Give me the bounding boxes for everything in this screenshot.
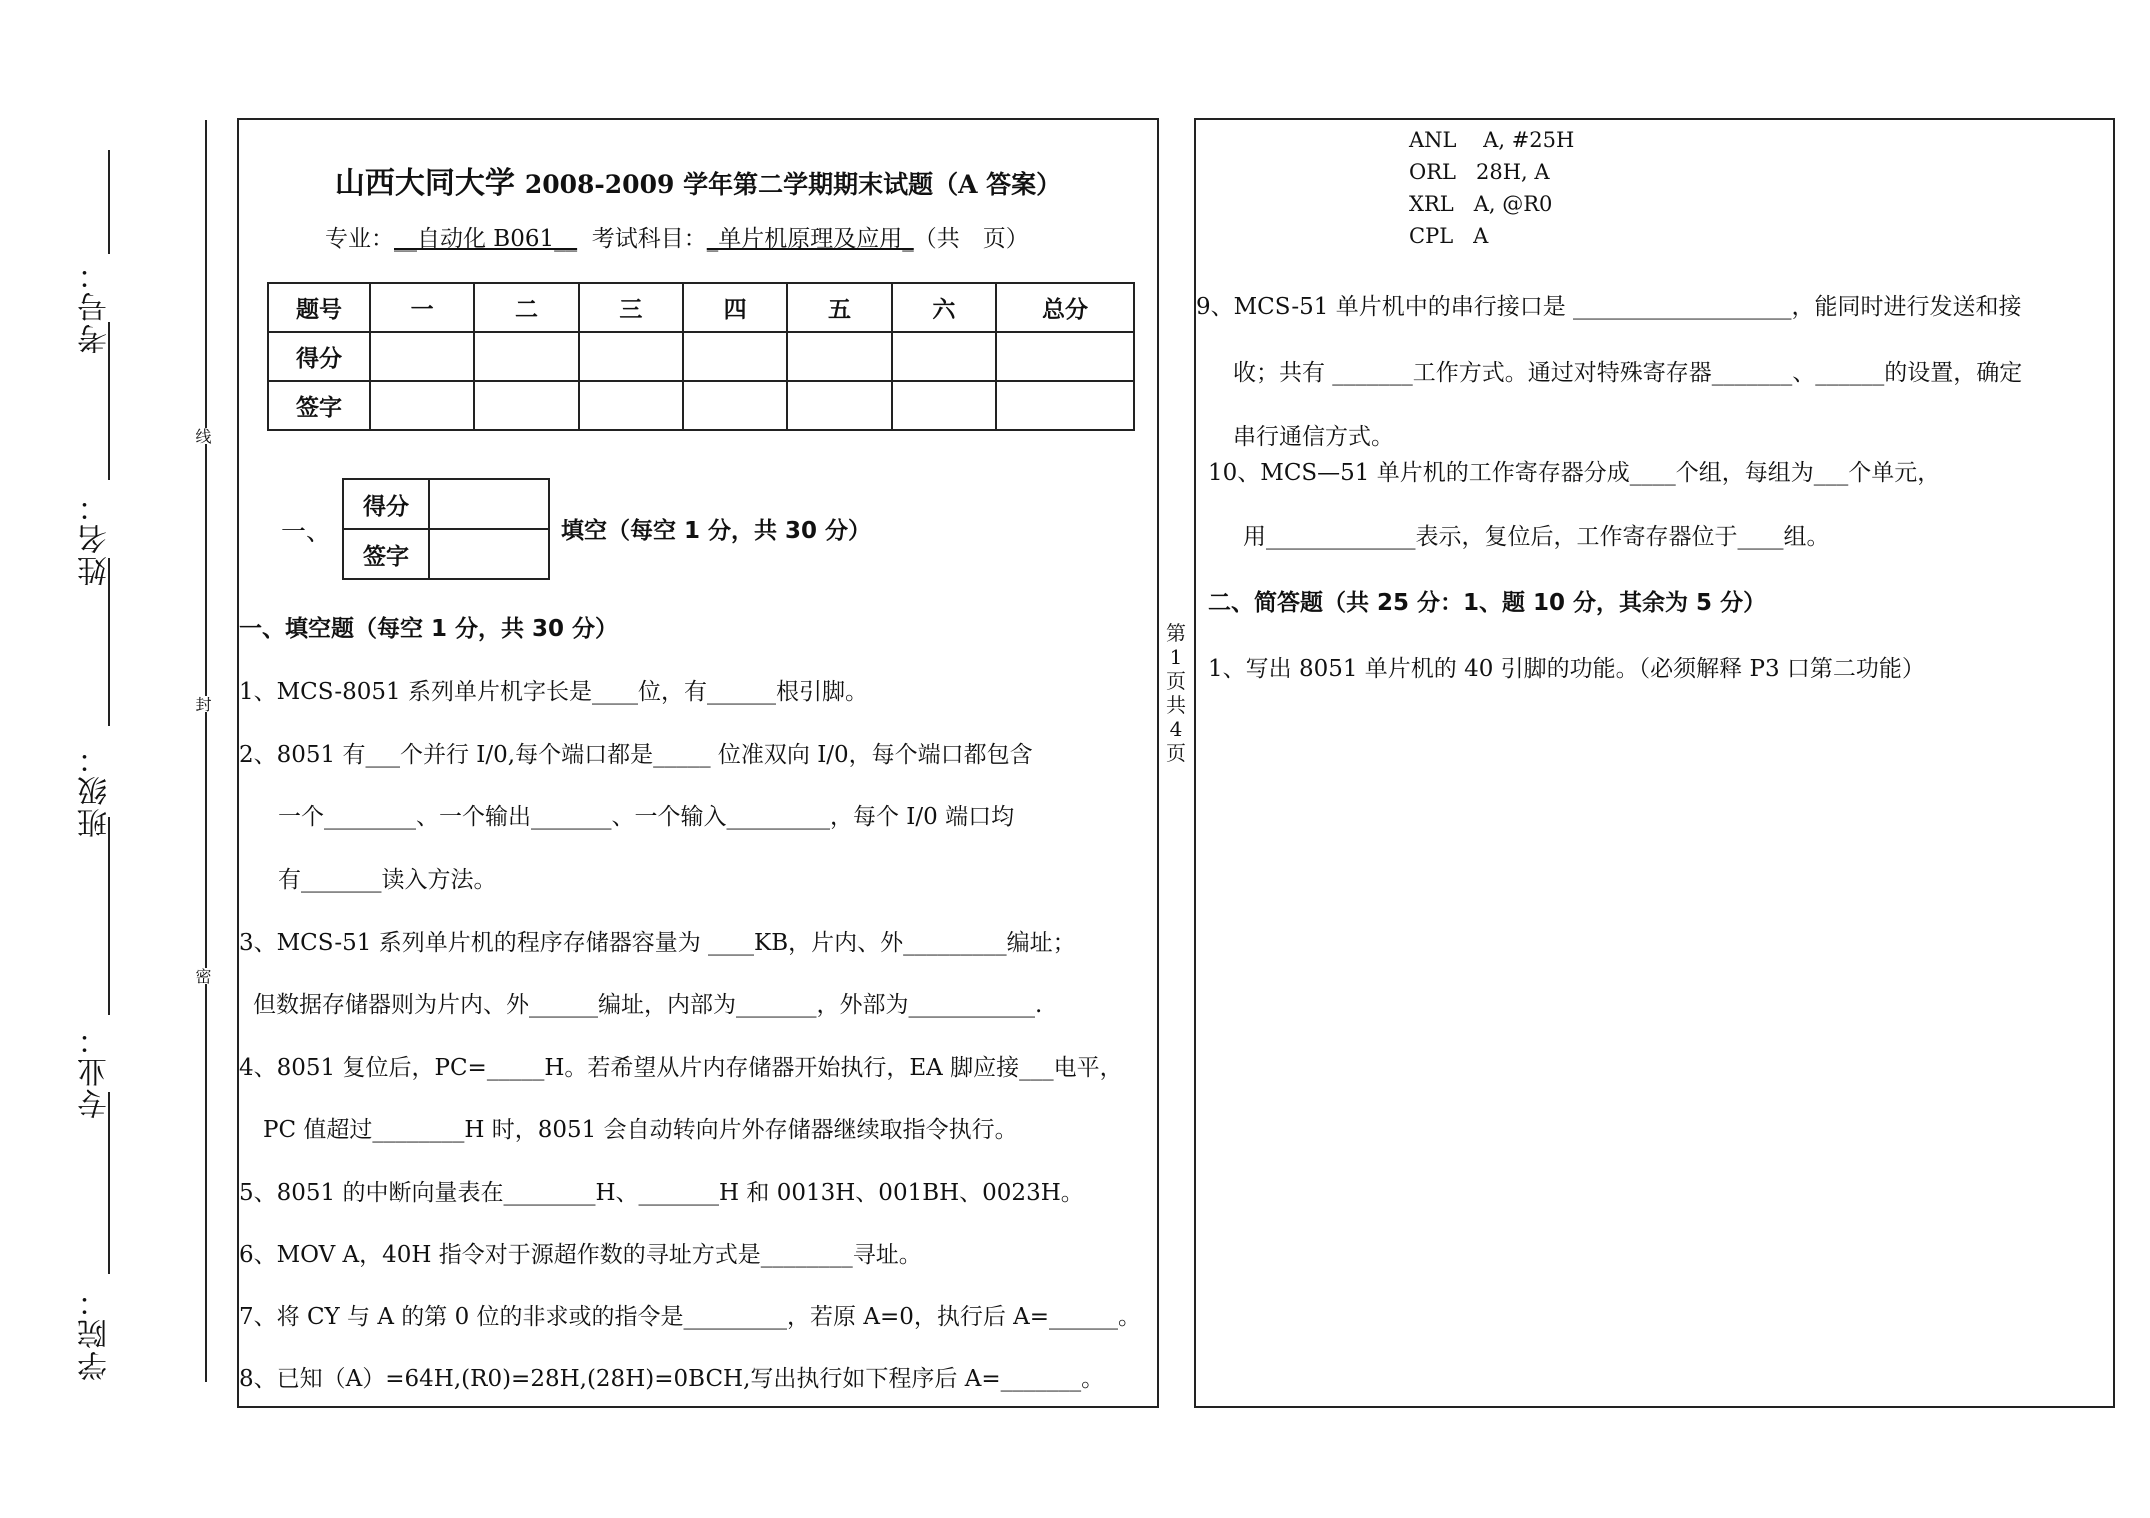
signature-cell[interactable] [787, 381, 891, 430]
section-1-number: 一、 [281, 517, 332, 546]
college-label: 学院： [78, 1285, 113, 1381]
signature-cell[interactable] [892, 381, 996, 430]
code-line: XRL A, @R0 [1409, 192, 1553, 216]
score-header-cell: 六 [892, 283, 996, 332]
college-line [108, 1092, 110, 1274]
code-line: ANL A, #25H [1409, 128, 1575, 152]
question-9: 9、MCS-51 单片机中的串行接口是 ___________________，能同时进行发送和接 [1196, 294, 2022, 320]
short-answer-question-1: 1、写出 8051 单片机的 40 引脚的功能。（必须解释 P3 口第二功能） [1208, 656, 1925, 682]
score-cell[interactable] [892, 332, 996, 381]
question-1: 1、MCS-8051 系列单片机字长是____位，有______根引脚。 [239, 679, 868, 705]
section-1-title: 填空（每空 1 分，共 30 分） [561, 518, 872, 544]
score-header-cell: 二 [474, 283, 578, 332]
exam-title [239, 158, 1157, 202]
signature-cell[interactable] [579, 381, 683, 430]
exam-page-left [237, 118, 1159, 1408]
class-line [108, 558, 110, 726]
question-4-line-2: PC 值超过________H 时，8051 会自动转向片外存储器继续取指令执行。 [263, 1117, 1018, 1143]
code-line: CPL A [1409, 224, 1489, 248]
score-header-cell: 一 [370, 283, 474, 332]
code-line: ORL 28H, A [1409, 160, 1550, 184]
exam-term: 2008-2009 学年第二学期期末试题（A 答案） [524, 170, 1062, 199]
question-4: 4、8051 复位后，PC=_____H。若希望从片内存储器开始执行，EA 脚应接___电平， [239, 1055, 1123, 1081]
section-signature-cell[interactable] [429, 529, 549, 579]
exam-info [325, 220, 1029, 253]
score-row-label: 得分 [268, 332, 370, 381]
section-score-cell[interactable] [429, 479, 549, 529]
score-header-cell: 五 [787, 283, 891, 332]
score-cell[interactable] [996, 332, 1134, 381]
subject-field-value: _单片机原理及应用_ [706, 226, 914, 252]
page-indicator-char: 第 [1166, 621, 1186, 645]
seal-mark-seal: 封 [193, 696, 212, 712]
score-cell[interactable] [474, 332, 578, 381]
score-table [267, 282, 1135, 431]
signature-cell[interactable] [474, 381, 578, 430]
question-10: 10、MCS—51 单片机的工作寄存器分成____个组，每组为___个单元， [1208, 460, 1941, 486]
name-label: 姓名： [78, 490, 113, 586]
question-2-line-2: 一个________、一个输出_______、一个输入_________，每个 I/0 端口均 [278, 804, 1015, 830]
signature-row-label: 签字 [268, 381, 370, 430]
score-header-cell: 三 [579, 283, 683, 332]
page-indicator-char: 共 [1166, 693, 1186, 717]
signature-row [268, 381, 1134, 430]
subject-field-label: 考试科目： [591, 226, 707, 252]
section-signature-label: 签字 [343, 529, 429, 579]
exam-number-line [108, 150, 110, 254]
score-cell[interactable] [370, 332, 474, 381]
question-9-line-3: 串行通信方式。 [1233, 424, 1394, 450]
major-label: 专业： [78, 1023, 113, 1119]
score-cell[interactable] [787, 332, 891, 381]
major-field-value: __自动化 B061__ [394, 226, 578, 252]
question-2: 2、8051 有___个并行 I/0,每个端口都是_____ 位准双向 I/0，每个端口都包含 [239, 742, 1033, 768]
page-indicator-char: 页 [1166, 669, 1186, 693]
section-1-score-box [342, 478, 550, 580]
seal-mark-line: 线 [193, 428, 212, 444]
signature-cell[interactable] [683, 381, 787, 430]
question-10-line-2: 用_____________表示，复位后，工作寄存器位于____组。 [1243, 524, 1830, 550]
page-indicator-char: 1 [1169, 645, 1183, 669]
score-table-header [268, 283, 1134, 332]
question-5: 5、8051 的中断向量表在________H、_______H 和 0013H、001BH、0023H。 [239, 1180, 1084, 1206]
signature-cell[interactable] [370, 381, 474, 430]
question-8: 8、已知（A）=64H,(R0)=28H,(28H)=0BCH,写出执行如下程序后 A=_______。 [239, 1366, 1105, 1392]
page-indicator-char: 页 [1166, 741, 1186, 765]
section-score-label: 得分 [343, 479, 429, 529]
score-cell[interactable] [579, 332, 683, 381]
section-2-heading: 二、简答题（共 25 分：1、题 10 分，其余为 5 分） [1208, 590, 1767, 616]
question-3-line-2: 但数据存储器则为片内、外______编址，内部为_______，外部为___________. [253, 992, 1043, 1018]
major-field-label: 专业： [325, 226, 394, 252]
binding-dash-line [205, 120, 207, 1382]
exam-page-right [1194, 118, 2115, 1408]
class-label: 班级： [78, 742, 113, 838]
major-line [108, 817, 110, 1015]
name-line [108, 322, 110, 480]
score-header-cell: 总分 [996, 283, 1134, 332]
score-row [268, 332, 1134, 381]
question-9-line-2: 收；共有 _______工作方式。通过对特殊寄存器_______、______的设置，确定 [1233, 360, 2023, 386]
page-indicator-char: 4 [1169, 717, 1183, 741]
question-7: 7、将 CY 与 A 的第 0 位的非求或的指令是_________，若原 A=0，执行后 A=______。 [239, 1304, 1142, 1330]
score-cell[interactable] [683, 332, 787, 381]
score-header-cell: 四 [683, 283, 787, 332]
score-header-cell: 题号 [268, 283, 370, 332]
page-count: （共 页） [913, 226, 1029, 252]
question-3: 3、MCS-51 系列单片机的程序存储器容量为 ____KB，片内、外_________编址； [239, 930, 1076, 956]
question-2-line-3: 有_______读入方法。 [278, 867, 497, 893]
university-name: 山西大同大学 [334, 166, 515, 201]
seal-mark-secret: 密 [193, 968, 212, 984]
question-6: 6、MOV A，40H 指令对于源超作数的寻址方式是________寻址。 [239, 1242, 922, 1268]
signature-cell[interactable] [996, 381, 1134, 430]
section-1-heading: 一、填空题（每空 1 分，共 30 分） [239, 616, 619, 642]
exam-number-label: 考号： [78, 258, 113, 354]
